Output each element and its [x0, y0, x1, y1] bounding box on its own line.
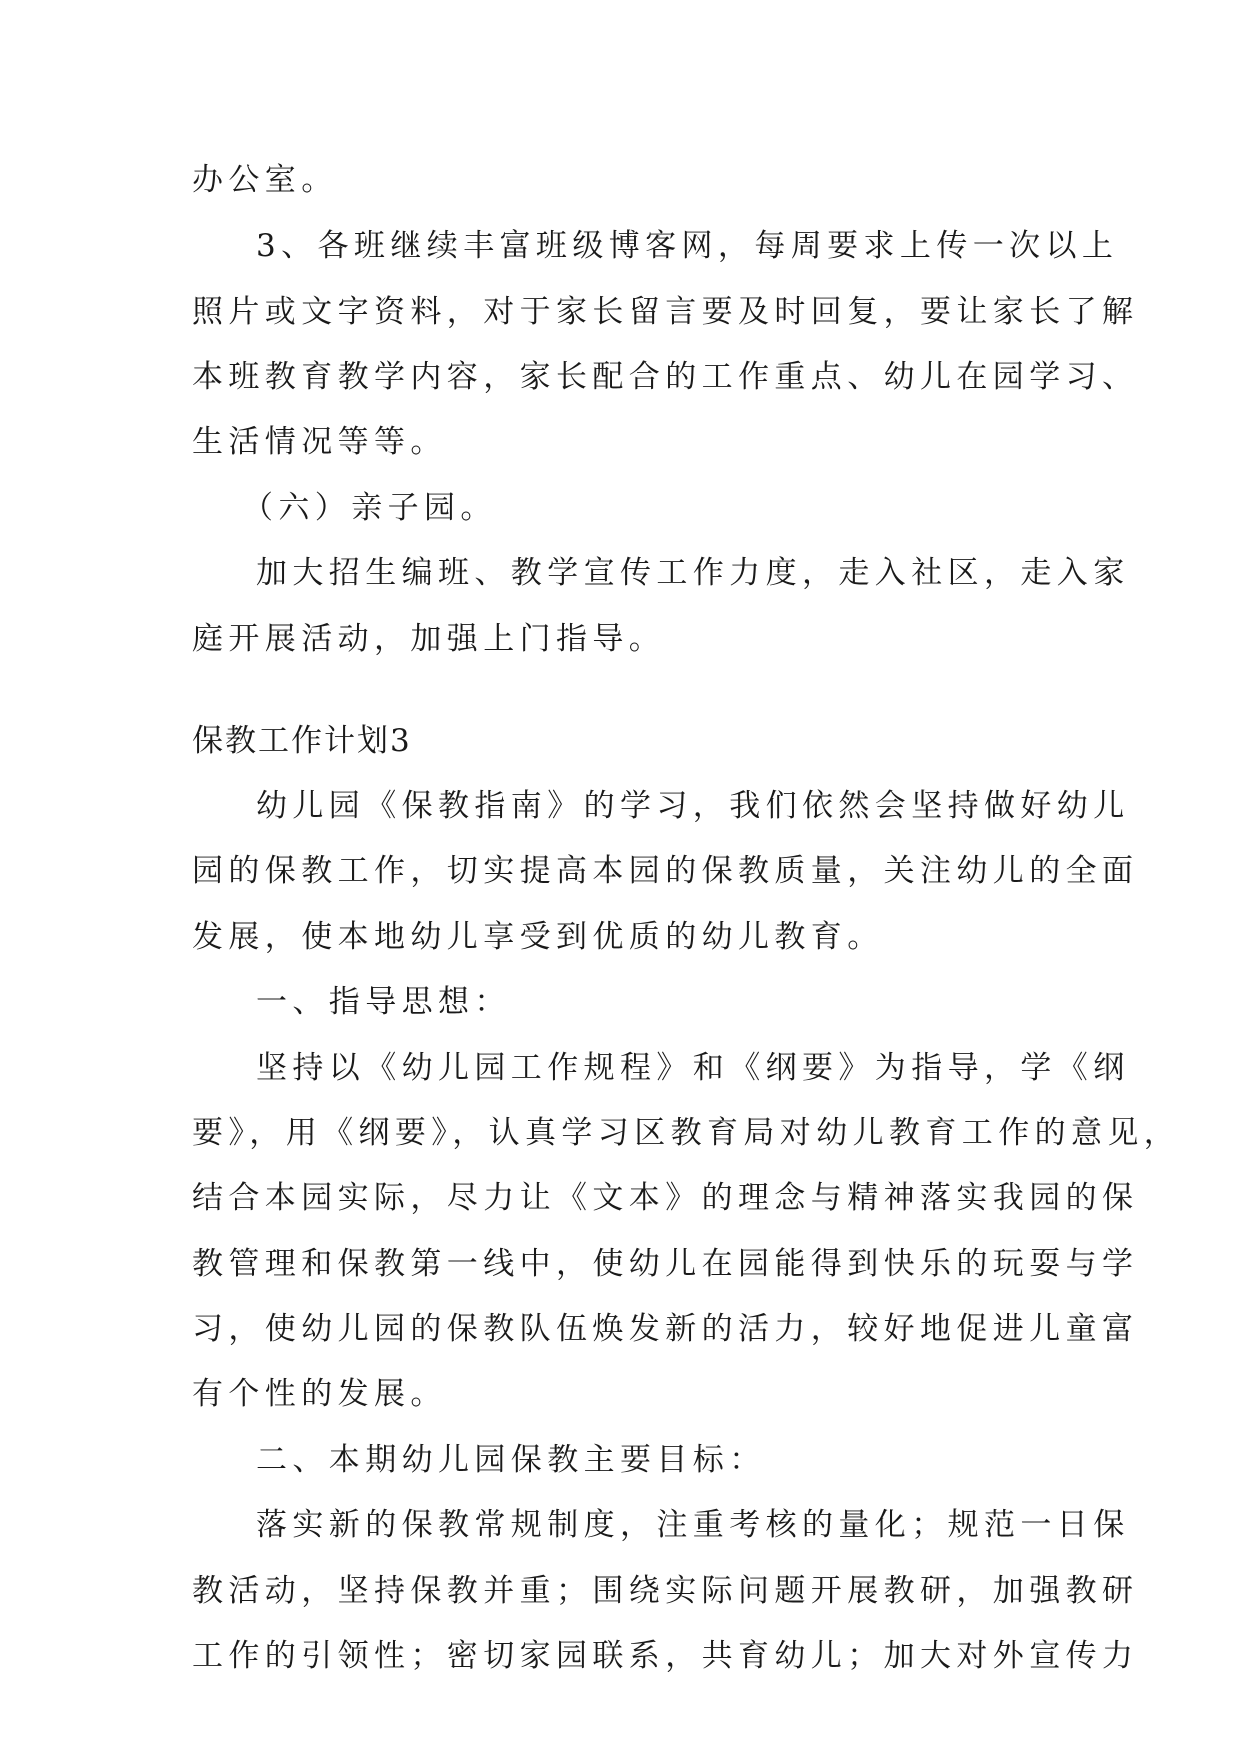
text-line: 习，使幼儿园的保教队伍焕发新的活力，较好地促进儿童富	[192, 1311, 1139, 1347]
text-line: 照片或文字资料，对于家长留言要及时回复，要让家长了解	[192, 294, 1139, 330]
text-line: 办公室。	[192, 162, 338, 198]
section-heading: （六）亲子园。	[242, 490, 497, 526]
text-line: 幼儿园《保教指南》的学习，我们依然会坚持做好幼儿	[256, 788, 1130, 824]
document-title: 保教工作计划3	[192, 723, 412, 759]
text-line: 有个性的发展。	[192, 1376, 447, 1412]
text-line: 工作的引领性；密切家园联系，共育幼儿；加大对外宣传力	[192, 1638, 1139, 1674]
text-line: 落实新的保教常规制度，注重考核的量化；规范一日保	[256, 1507, 1130, 1543]
text-line: 结合本园实际，尽力让《文本》的理念与精神落实我园的保	[192, 1180, 1139, 1216]
text-line: 要》，用《纲要》，认真学习区教育局对幼儿教育工作的意见，	[192, 1115, 1181, 1151]
text-line: 教活动，坚持保教并重；围绕实际问题开展教研，加强教研	[192, 1573, 1139, 1609]
text-line: 坚持以《幼儿园工作规程》和《纲要》为指导，学《纲	[256, 1050, 1130, 1086]
section-heading: 一、指导思想：	[256, 984, 511, 1020]
section-heading: 二、本期幼儿园保教主要目标：	[256, 1442, 766, 1478]
text-line: 3、各班继续丰富班级博客网，每周要求上传一次以上	[256, 228, 1119, 264]
text-line: 加大招生编班、教学宣传工作力度，走入社区，走入家	[256, 555, 1130, 591]
text-line: 发展，使本地幼儿享受到优质的幼儿教育。	[192, 919, 884, 955]
text-line: 园的保教工作，切实提高本园的保教质量，关注幼儿的全面	[192, 853, 1139, 889]
text-line: 生活情况等等。	[192, 424, 447, 460]
text-line: 本班教育教学内容，家长配合的工作重点、幼儿在园学习、	[192, 359, 1139, 395]
text-line: 教管理和保教第一线中，使幼儿在园能得到快乐的玩耍与学	[192, 1246, 1139, 1282]
text-line: 庭开展活动，加强上门指导。	[192, 621, 666, 657]
